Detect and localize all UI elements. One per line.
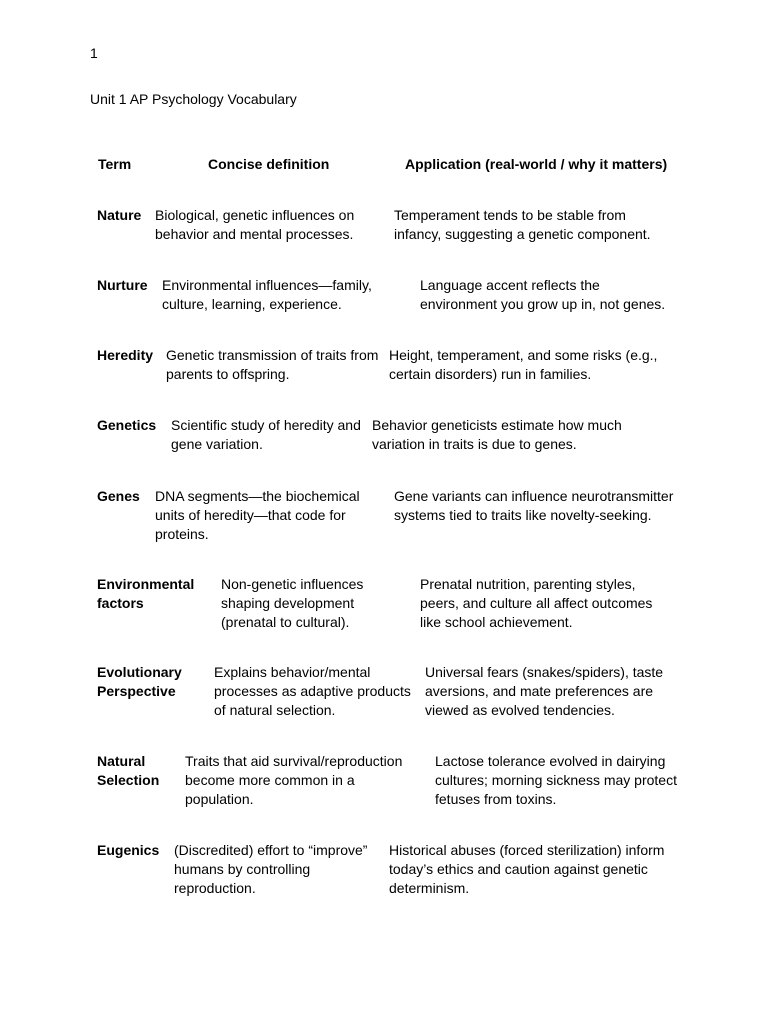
term-cell: Nature	[97, 207, 142, 223]
application-cell: Height, temperament, and some risks (e.g., certain disorders) run in families.	[389, 347, 658, 382]
term-cell: Genes	[97, 488, 140, 504]
definition-cell: (Discredited) effort to “improve” humans by controlling reproduction.	[174, 842, 368, 896]
page-number: 1	[90, 45, 98, 61]
definition-cell: Explains behavior/mental processes as adaptive products of natural selection.	[214, 664, 411, 718]
table-header	[0, 156, 768, 176]
definition-cell: DNA segments—the biochemical units of heredity—that code for proteins.	[155, 488, 360, 542]
term-cell: Heredity	[97, 347, 154, 363]
page-title: Unit 1 AP Psychology Vocabulary	[90, 91, 297, 107]
application-cell: Prenatal nutrition, parenting styles, peers, and culture all affect outcomes like school achievement.	[420, 576, 653, 630]
definition-cell: Non-genetic influences shaping development (prenatal to cultural).	[221, 576, 364, 630]
definition-cell: Biological, genetic influences on behavior and mental processes.	[155, 207, 355, 242]
term-cell: Evolutionary Perspective	[97, 664, 182, 699]
application-cell: Universal fears (snakes/spiders), taste aversions, and mate preferences are viewed as evolved tendencies.	[425, 664, 664, 718]
term-cell: Nurture	[97, 277, 148, 293]
term-cell: Environmental factors	[97, 576, 195, 611]
definition-cell: Genetic transmission of traits from parents to offspring.	[166, 347, 379, 382]
application-cell: Lactose tolerance evolved in dairying cultures; morning sickness may protect fetuses from toxins.	[435, 753, 677, 807]
term-cell: Eugenics	[97, 842, 160, 858]
term-cell: Genetics	[97, 417, 157, 433]
header-definition: Concise definition	[208, 156, 330, 172]
header-application: Application (real-world / why it matters)	[405, 156, 668, 172]
application-cell: Behavior geneticists estimate how much variation in traits is due to genes.	[372, 417, 622, 452]
application-cell: Temperament tends to be stable from infancy, suggesting a genetic component.	[394, 207, 651, 242]
application-cell: Gene variants can influence neurotransmitter systems tied to traits like novelty-seeking.	[394, 488, 674, 523]
application-cell: Historical abuses (forced sterilization) inform today’s ethics and caution against genetic determinism.	[389, 842, 665, 896]
application-cell: Language accent reflects the environment you grow up in, not genes.	[420, 277, 666, 312]
definition-cell: Scientific study of heredity and gene variation.	[171, 417, 361, 452]
definition-cell: Traits that aid survival/reproduction become more common in a population.	[185, 753, 403, 807]
header-term: Term	[98, 156, 132, 172]
definition-cell: Environmental influences—family, culture, learning, experience.	[162, 277, 372, 312]
term-cell: Natural Selection	[97, 753, 160, 788]
